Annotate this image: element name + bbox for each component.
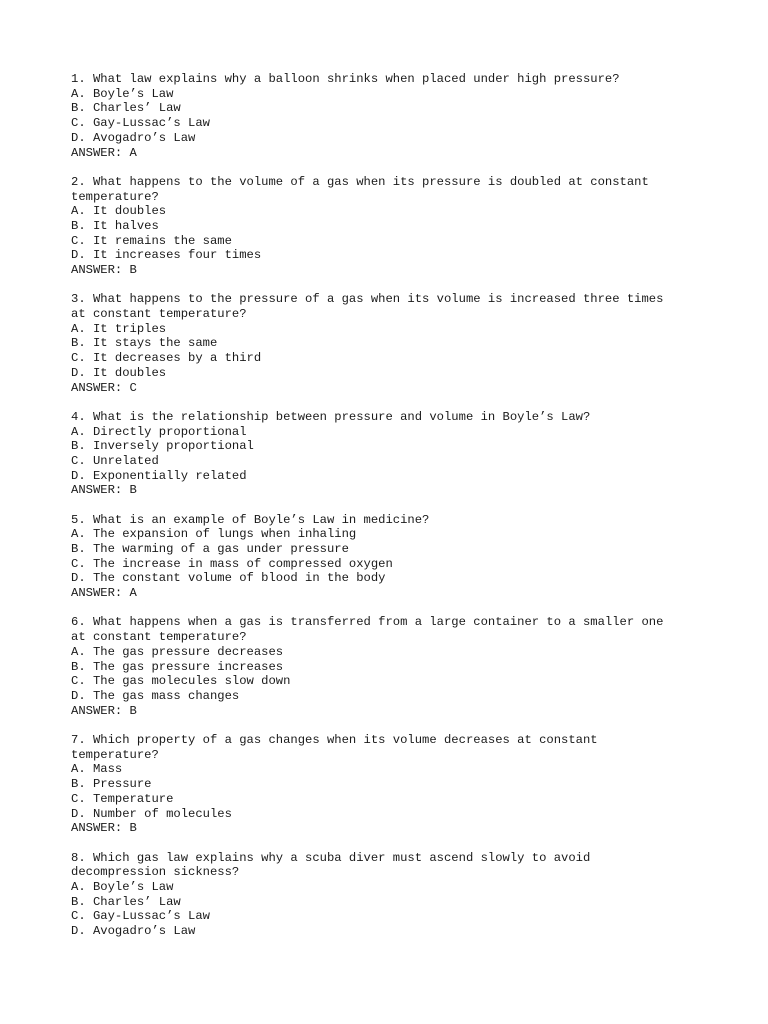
answer-option: C. Temperature xyxy=(71,791,174,806)
question-prompt: 3. What happens to the pressure of a gas when its volume is increased three times xyxy=(71,292,664,307)
answer-option: C. It decreases by a third xyxy=(71,351,262,366)
question-block xyxy=(71,615,751,718)
answer-option: B. Pressure xyxy=(71,777,152,792)
answer-key: ANSWER: B xyxy=(71,703,137,718)
answer-option: D. Exponentially related xyxy=(71,468,247,483)
question-prompt: 8. Which gas law explains why a scuba diver must ascend slowly to avoid xyxy=(71,850,591,865)
answer-option: A. It doubles xyxy=(71,204,167,219)
answer-option: B. Charles’ Law xyxy=(71,894,181,909)
answer-key: ANSWER: A xyxy=(71,145,137,160)
answer-option: B. It stays the same xyxy=(71,336,218,351)
answer-option: D. Number of molecules xyxy=(71,806,232,821)
answer-option: B. The gas pressure increases xyxy=(71,659,284,674)
answer-option: B. It halves xyxy=(71,218,159,233)
answer-key: ANSWER: C xyxy=(71,380,137,395)
answer-key: ANSWER: B xyxy=(71,483,137,498)
question-prompt: at constant temperature? xyxy=(71,630,247,645)
question-prompt: 1. What law explains why a balloon shrinks when placed under high pressure? xyxy=(71,72,620,86)
answer-option: A. Mass xyxy=(71,762,123,777)
question-prompt: 4. What is the relationship between pressure and volume in Boyle’s Law? xyxy=(71,409,591,424)
answer-option: C. The increase in mass of compressed oxygen xyxy=(71,556,393,571)
question-block xyxy=(71,175,751,278)
answer-option: D. The gas mass changes xyxy=(71,688,240,703)
answer-option: C. Gay-Lussac’s Law xyxy=(71,116,210,131)
answer-option: D. The constant volume of blood in the body xyxy=(71,571,386,586)
question-block xyxy=(71,72,751,160)
answer-option: C. The gas molecules slow down xyxy=(71,674,291,689)
answer-option: C. It remains the same xyxy=(71,233,232,248)
answer-key: ANSWER: A xyxy=(71,586,137,601)
answer-option: D. Avogadro’s Law xyxy=(71,130,196,145)
answer-option: B. The warming of a gas under pressure xyxy=(71,542,349,557)
question-prompt: temperature? xyxy=(71,747,159,762)
question-block xyxy=(71,733,751,836)
answer-option: A. Boyle’s Law xyxy=(71,86,174,101)
question-block xyxy=(71,410,751,498)
question-prompt: decompression sickness? xyxy=(71,865,240,880)
question-block xyxy=(71,851,751,939)
answer-option: B. Charles’ Law xyxy=(71,101,181,116)
answer-option: C. Unrelated xyxy=(71,453,159,468)
answer-key: ANSWER: B xyxy=(71,263,137,278)
question-prompt: 7. Which property of a gas changes when its volume decreases at constant xyxy=(71,732,598,747)
answer-option: D. Avogadro’s Law xyxy=(71,924,196,939)
question-prompt: 5. What is an example of Boyle’s Law in medicine? xyxy=(71,512,430,527)
quiz-document xyxy=(71,72,751,953)
answer-option: A. The gas pressure decreases xyxy=(71,644,284,659)
question-block xyxy=(71,292,751,395)
question-prompt: 6. What happens when a gas is transferred from a large container to a smaller one xyxy=(71,615,664,630)
answer-option: D. It increases four times xyxy=(71,248,262,263)
question-block xyxy=(71,513,751,601)
answer-option: B. Inversely proportional xyxy=(71,439,254,454)
answer-option: A. The expansion of lungs when inhaling xyxy=(71,527,357,542)
question-prompt: at constant temperature? xyxy=(71,307,247,322)
question-prompt: 2. What happens to the volume of a gas when its pressure is doubled at constant xyxy=(71,174,649,189)
answer-option: A. Boyle’s Law xyxy=(71,879,174,894)
question-prompt: temperature? xyxy=(71,189,159,204)
answer-option: A. It triples xyxy=(71,321,167,336)
answer-option: A. Directly proportional xyxy=(71,424,247,439)
answer-option: C. Gay-Lussac’s Law xyxy=(71,909,210,924)
answer-option: D. It doubles xyxy=(71,365,167,380)
answer-key: ANSWER: B xyxy=(71,821,137,836)
